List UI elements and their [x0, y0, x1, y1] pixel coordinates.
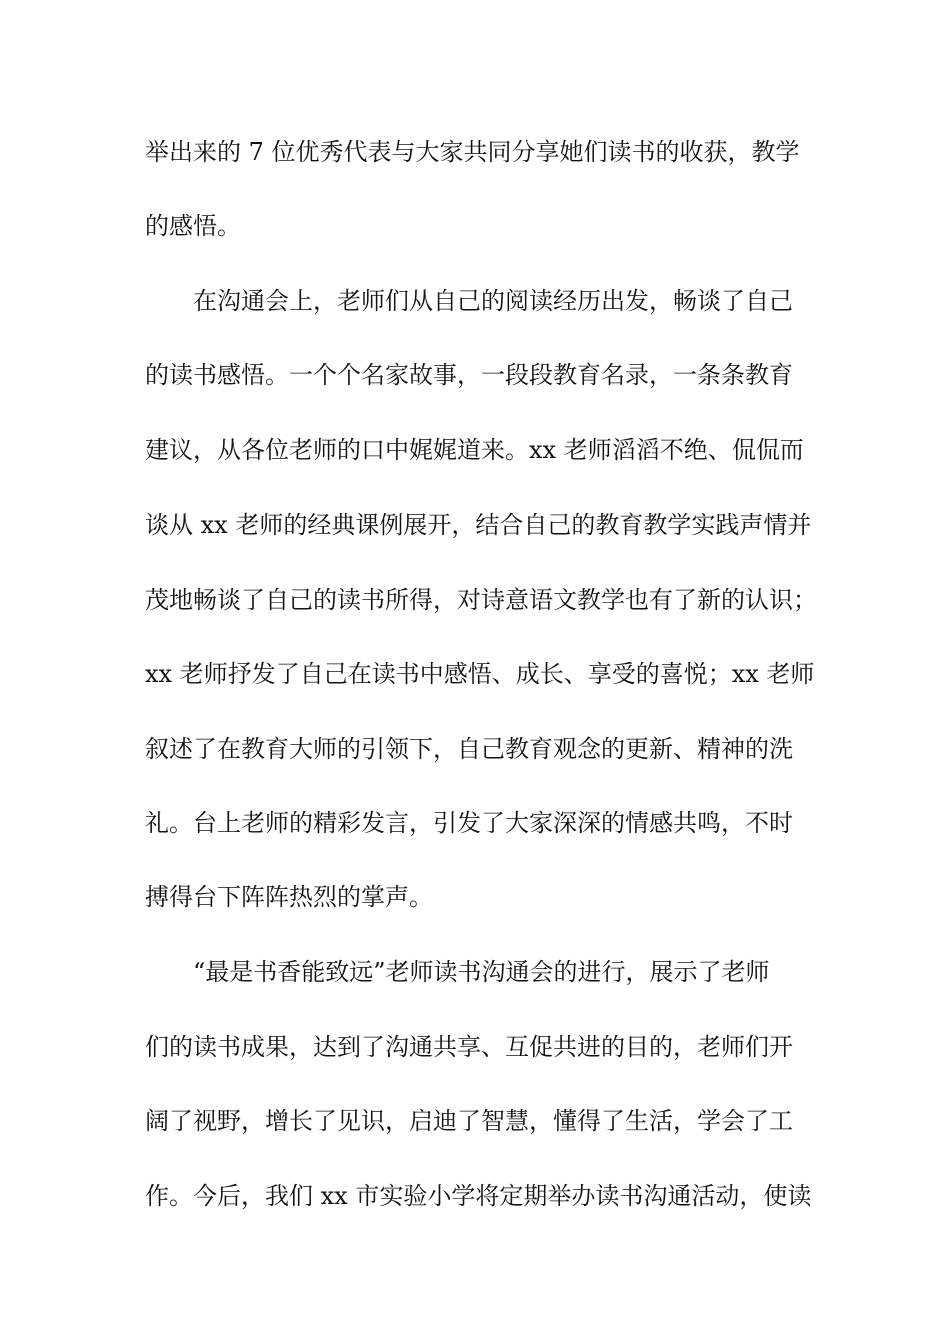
text-line: 阔了视野，增长了见识，启迪了智慧，懂得了生活，学会了工: [145, 1107, 793, 1135]
text-line: 作。今后，我们 xx 市实验小学将定期举办读书沟通活动，使读: [145, 1182, 812, 1210]
paragraph-start-line: 在沟通会上，老师们从自己的阅读经历出发，畅谈了自己: [193, 287, 793, 315]
text-line: 谈从 xx 老师的经典课例展开，结合自己的教育教学实践声情并: [145, 511, 812, 539]
text-line: 茂地畅谈了自己的读书所得，对诗意语文教学也有了新的认识；: [145, 586, 817, 614]
text-line: 的读书感悟。一个个名家故事，一段段教育名录，一条条教育: [145, 361, 793, 389]
text-line: xx 老师抒发了自己在读书中感悟、成长、享受的喜悦；xx 老师: [145, 660, 815, 688]
text-line: 举出来的 7 位优秀代表与大家共同分享她们读书的收获，教学: [145, 138, 800, 166]
text-line: 们的读书成果，达到了沟通共享、互促共进的目的，老师们开: [145, 1033, 793, 1061]
text-line: 的感悟。: [145, 212, 241, 240]
paragraph-start-line: “最是书香能致远”老师读书沟通会的进行，展示了老师: [193, 958, 770, 986]
text-line: 建议，从各位老师的口中娓娓道来。xx 老师滔滔不绝、侃侃而: [145, 436, 804, 464]
text-line: 叙述了在教育大师的引领下，自己教育观念的更新、精神的洗: [145, 735, 793, 763]
text-line: 礼。台上老师的精彩发言，引发了大家深深的情感共鸣，不时: [145, 809, 793, 837]
text-line: 搏得台下阵阵热烈的掌声。: [145, 883, 433, 911]
